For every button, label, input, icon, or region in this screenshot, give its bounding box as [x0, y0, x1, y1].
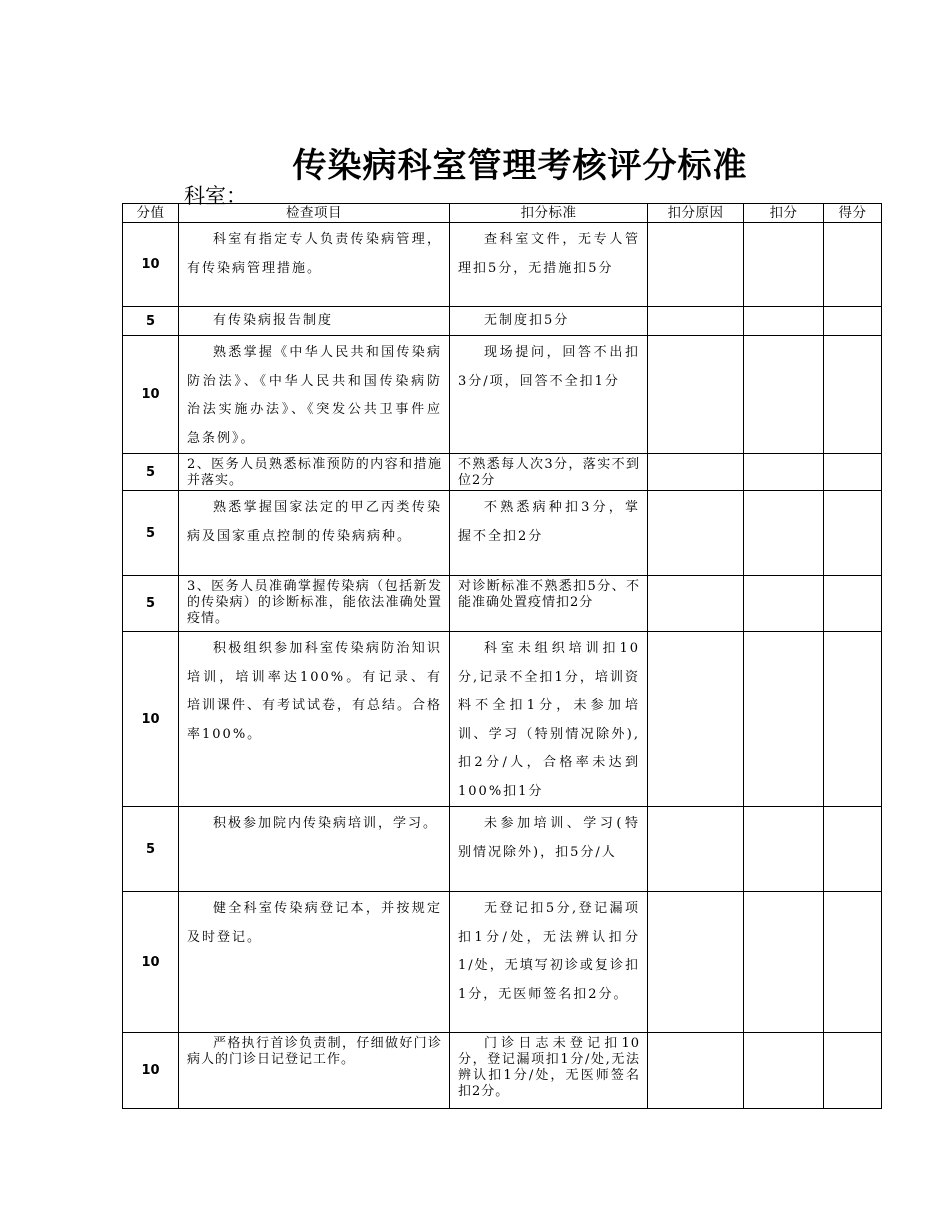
row-item: 2、医务人员熟悉标准预防的内容和措施并落实。 — [179, 454, 450, 491]
row-score: 5 — [123, 307, 179, 336]
points-cell — [824, 576, 882, 632]
header-reason: 扣分原因 — [648, 204, 744, 223]
row-score: 10 — [123, 1033, 179, 1109]
header-points: 得分 — [824, 204, 882, 223]
row-score: 10 — [123, 223, 179, 307]
points-cell — [824, 454, 882, 491]
table-header-row — [123, 204, 882, 223]
points-cell — [824, 807, 882, 892]
reason-cell — [648, 807, 744, 892]
row-criteria: 未参加培训、学习(特别情况除外)，扣5分/人 — [450, 807, 648, 892]
deduction-cell — [744, 892, 824, 1033]
points-cell — [824, 307, 882, 336]
deduction-cell — [744, 807, 824, 892]
row-criteria: 门诊日志未登记扣10分，登记漏项扣1分/处,无法辨认扣1分/处，无医师签名扣2分。 — [450, 1033, 648, 1109]
row-score: 5 — [123, 576, 179, 632]
row-score: 10 — [123, 336, 179, 454]
table-row — [123, 892, 882, 1033]
deduction-cell — [744, 632, 824, 807]
table-row — [123, 336, 882, 454]
row-item: 积极参加院内传染病培训，学习。 — [179, 807, 450, 892]
table-row — [123, 307, 882, 336]
row-score: 5 — [123, 454, 179, 491]
row-score: 10 — [123, 892, 179, 1033]
table-row — [123, 491, 882, 576]
reason-cell — [648, 223, 744, 307]
page-title: 传染病科室管理考核评分标准 — [292, 146, 748, 186]
row-item: 有传染病报告制度 — [179, 307, 450, 336]
deduction-cell — [744, 454, 824, 491]
points-cell — [824, 336, 882, 454]
row-criteria: 不熟悉每人次3分，落实不到位2分 — [450, 454, 648, 491]
reason-cell — [648, 336, 744, 454]
table-row — [123, 1033, 882, 1109]
row-item: 健全科室传染病登记本，并按规定及时登记。 — [179, 892, 450, 1033]
points-cell — [824, 223, 882, 307]
table-row — [123, 576, 882, 632]
scoring-table — [122, 203, 882, 1109]
row-criteria: 无登记扣5分,登记漏项扣1分/处，无法辨认扣分1/处，无填写初诊或复诊扣1分，无医师签名扣2分。 — [450, 892, 648, 1033]
row-criteria: 查科室文件，无专人管理扣5分，无措施扣5分 — [450, 223, 648, 307]
header-score: 分值 — [123, 204, 179, 223]
deduction-cell — [744, 223, 824, 307]
row-criteria: 现场提问，回答不出扣3分/项，回答不全扣1分 — [450, 336, 648, 454]
row-item: 严格执行首诊负责制，仔细做好门诊病人的门诊日记登记工作。 — [179, 1033, 450, 1109]
table-row — [123, 454, 882, 491]
header-deduction: 扣分 — [744, 204, 824, 223]
row-score: 10 — [123, 632, 179, 807]
row-criteria: 不熟悉病种扣3分，掌握不全扣2分 — [450, 491, 648, 576]
points-cell — [824, 1033, 882, 1109]
reason-cell — [648, 576, 744, 632]
row-score: 5 — [123, 491, 179, 576]
row-item: 熟悉掌握国家法定的甲乙丙类传染病及国家重点控制的传染病病种。 — [179, 491, 450, 576]
points-cell — [824, 632, 882, 807]
table-row — [123, 223, 882, 307]
table-row — [123, 807, 882, 892]
reason-cell — [648, 454, 744, 491]
deduction-cell — [744, 491, 824, 576]
points-cell — [824, 491, 882, 576]
header-criteria: 扣分标准 — [450, 204, 648, 223]
points-cell — [824, 892, 882, 1033]
row-item: 熟悉掌握《中华人民共和国传染病防治法》、《中华人民共和国传染病防治法实施办法》、《突发公共卫事件应急条例》。 — [179, 336, 450, 454]
reason-cell — [648, 491, 744, 576]
row-item: 科室有指定专人负责传染病管理，有传染病管理措施。 — [179, 223, 450, 307]
deduction-cell — [744, 307, 824, 336]
reason-cell — [648, 307, 744, 336]
row-score: 5 — [123, 807, 179, 892]
deduction-cell — [744, 576, 824, 632]
department-label: 科室： — [184, 184, 247, 208]
row-criteria: 无制度扣5分 — [450, 307, 648, 336]
row-criteria: 对诊断标准不熟悉扣5分、不能准确处置疫情扣2分 — [450, 576, 648, 632]
reason-cell — [648, 1033, 744, 1109]
row-item: 积极组织参加科室传染病防治知识培训，培训率达100%。有记录、有培训课件、有考试试卷，有总结。合格率100%。 — [179, 632, 450, 807]
table-row — [123, 632, 882, 807]
reason-cell — [648, 632, 744, 807]
reason-cell — [648, 892, 744, 1033]
row-criteria: 科室未组织培训扣10分,记录不全扣1分，培训资料不全扣1分，未参加培训、学习（特别情况除外),扣2分/人，合格率未达到100%扣1分 — [450, 632, 648, 807]
row-item: 3、医务人员准确掌握传染病（包括新发的传染病）的诊断标准，能依法准确处置疫情。 — [179, 576, 450, 632]
header-item: 检查项目 — [179, 204, 450, 223]
deduction-cell — [744, 1033, 824, 1109]
deduction-cell — [744, 336, 824, 454]
